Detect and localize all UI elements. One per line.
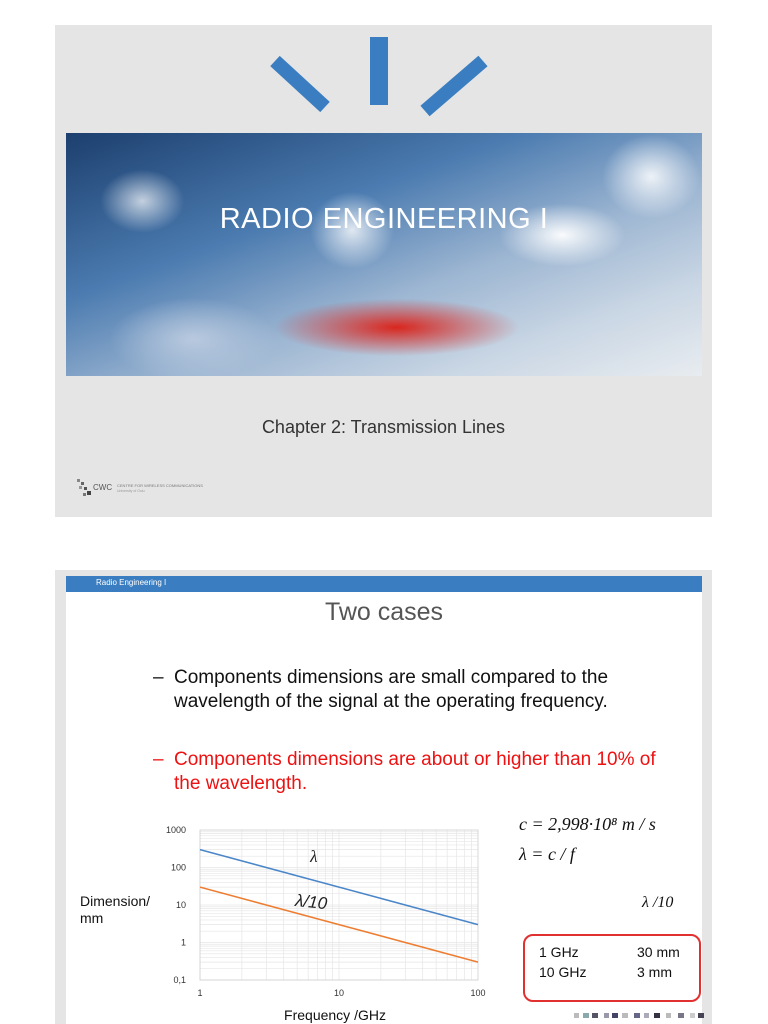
title-banner [66,133,702,376]
y-axis-label-line2: mm [80,910,104,926]
series-label-lambda-tenth: λ/10 [294,890,329,914]
y-tick-label: 1 [180,937,186,948]
slide-title: Two cases [324,598,444,626]
y-tick-label: 10 [175,900,186,910]
svg-text:University of Oulu: University of Oulu [117,489,145,493]
chapter-subtitle: Chapter 2: Transmission Lines [261,417,506,437]
svg-text:CENTRE FOR WIRELESS COMMUNICAT: CENTRE FOR WIRELESS COMMUNICATIONS [117,483,203,488]
value-cell: 30 mm [637,944,680,960]
bullet-text: Components dimensions are small compared to the wavelength of the signal at the operating frequency. [174,667,609,712]
wavelength-formula: λ = c / f [519,844,575,864]
course-title: RADIO ENGINEERING I [219,203,549,235]
header-label: Radio Engineering I [96,578,167,587]
y-tick-label: 1000 [165,825,186,835]
slide-header-bar [66,576,702,592]
slide-body [66,576,702,1024]
bullet-text: Components dimensions are about or higher than 10% of the wavelength. [174,749,656,794]
y-tick-label: 100 [170,862,186,873]
title-slide [55,25,712,517]
value-cell: 3 mm [637,964,672,980]
content-slide [55,570,712,1024]
tenth-wavelength-label: λ /10 [642,894,674,911]
bullet-large-components [153,748,673,796]
wavelength-chart [66,808,506,1024]
cwc-logo [75,477,275,501]
speed-of-light-formula: c = 2,998·10⁸ m / s [519,814,656,834]
freq-cell: 1 GHz [539,944,579,960]
series-label-lambda: λ [310,847,318,867]
x-tick-label: 10 [333,988,345,998]
rays-logo-icon [55,25,712,125]
bullet-dash: – [153,667,164,688]
y-axis-label-line1: Dimension/ [80,893,151,909]
y-tick-label: 0,1 [173,975,186,985]
x-tick-label: 1 [197,988,203,998]
bullet-small-components [153,666,673,714]
bullet-dash: – [153,749,164,770]
decorative-dots [574,1012,704,1020]
x-axis-label: Frequency /GHz [284,1007,386,1023]
freq-cell: 10 GHz [539,964,587,980]
x-tick-label: 100 [470,988,486,998]
frequency-table-box [523,934,701,1002]
svg-text:CWC: CWC [93,483,113,492]
